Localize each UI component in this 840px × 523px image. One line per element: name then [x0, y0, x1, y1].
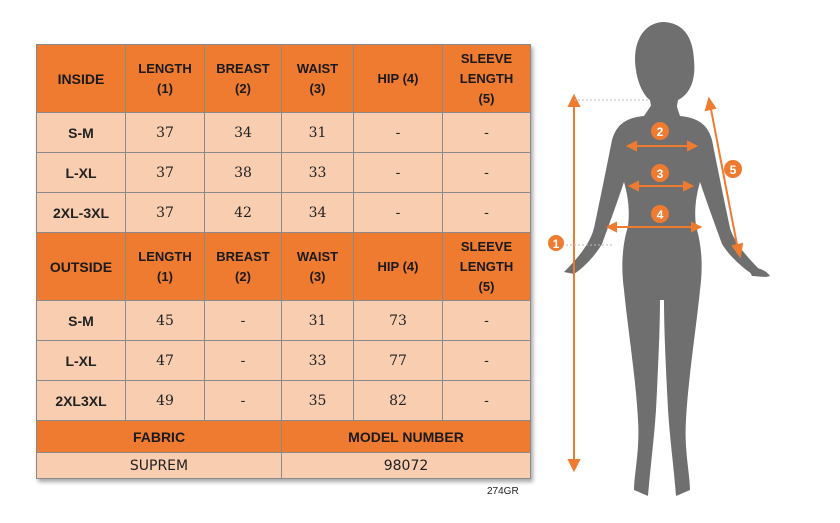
- measurement-cell: 33: [282, 341, 354, 381]
- measurement-cell: -: [443, 113, 531, 153]
- measurement-cell: 37: [126, 193, 205, 233]
- header-text: SLEEVE: [460, 50, 513, 66]
- measurement-cell: 38: [205, 153, 282, 193]
- header-text: LENGTH: [459, 70, 514, 86]
- table-row: [37, 153, 531, 193]
- header-text: (3): [309, 80, 326, 96]
- measurement-cell: -: [443, 301, 531, 341]
- measurement-cell: -: [354, 113, 443, 153]
- header-text: LENGTH: [138, 60, 192, 76]
- marker-3: [651, 164, 669, 182]
- measurement-cell: 73: [354, 301, 443, 341]
- header-text: WAIST: [296, 248, 339, 264]
- fabric-label: FABRIC: [37, 421, 282, 453]
- measurement-cell: -: [205, 341, 282, 381]
- measurement-cell: 42: [205, 193, 282, 233]
- measurement-cell: -: [205, 301, 282, 341]
- marker-5: [724, 160, 742, 178]
- table-row: [37, 301, 531, 341]
- header-text: HIP (4): [377, 70, 419, 86]
- header-text: (2): [235, 268, 251, 284]
- svg-text:5: 5: [729, 163, 737, 177]
- header-cell: [37, 45, 126, 113]
- model-number-label: MODEL NUMBER: [282, 421, 531, 453]
- measurement-cell: 47: [126, 341, 205, 381]
- header-cell: [443, 45, 531, 113]
- measurement-cell: 49: [126, 381, 205, 421]
- size-label: S-M: [37, 301, 126, 341]
- svg-text:1: 1: [552, 237, 560, 251]
- table-row: [37, 193, 531, 233]
- header-text: BREAST: [216, 60, 270, 76]
- measurement-cell: -: [354, 153, 443, 193]
- header-text: LENGTH: [459, 258, 514, 274]
- measurement-cell: 35: [282, 381, 354, 421]
- size-label: L-XL: [37, 341, 126, 381]
- header-cell: [126, 45, 205, 113]
- header-text: INSIDE: [57, 70, 105, 87]
- measurement-cell: 45: [126, 301, 205, 341]
- measurement-cell: 31: [282, 113, 354, 153]
- measurement-cell: -: [443, 341, 531, 381]
- table-row: [37, 341, 531, 381]
- header-text: (5): [478, 90, 495, 106]
- measurement-cell: -: [443, 193, 531, 233]
- measurement-cell: 31: [282, 301, 354, 341]
- svg-text:4: 4: [656, 208, 664, 222]
- outside-header-row: [37, 233, 531, 301]
- header-cell: [282, 233, 354, 301]
- product-code: 274GR: [487, 486, 519, 497]
- size-chart-table: [36, 44, 531, 479]
- header-cell: [282, 45, 354, 113]
- header-cell: [354, 233, 443, 301]
- header-text: OUTSIDE: [49, 258, 113, 275]
- header-text: HIP (4): [377, 258, 419, 274]
- header-text: BREAST: [216, 248, 270, 264]
- header-cell: [354, 45, 443, 113]
- svg-text:2: 2: [656, 125, 664, 139]
- measurement-cell: 82: [354, 381, 443, 421]
- marker-2: [651, 122, 669, 140]
- inside-header-row: [37, 45, 531, 113]
- body-silhouette-diagram: [536, 0, 840, 523]
- header-cell: [205, 233, 282, 301]
- header-cell: [205, 45, 282, 113]
- measurement-cell: 77: [354, 341, 443, 381]
- silhouette-icon: [564, 22, 770, 496]
- size-label: L-XL: [37, 153, 126, 193]
- header-text: (1): [157, 80, 173, 96]
- header-cell: [126, 233, 205, 301]
- model-number-value: 98072: [282, 453, 531, 479]
- measurement-cell: 34: [205, 113, 282, 153]
- header-text: (5): [478, 278, 495, 294]
- size-label: S-M: [37, 113, 126, 153]
- header-text: (3): [309, 268, 326, 284]
- measurement-cell: -: [443, 153, 531, 193]
- marker-1: [548, 235, 564, 251]
- svg-text:3: 3: [656, 167, 664, 181]
- size-label: 2XL-3XL: [37, 193, 126, 233]
- header-text: (1): [157, 268, 173, 284]
- header-cell: [37, 233, 126, 301]
- header-text: (2): [235, 80, 251, 96]
- marker-4: [651, 205, 669, 223]
- measurement-cell: 33: [282, 153, 354, 193]
- measurement-cell: 34: [282, 193, 354, 233]
- header-text: SLEEVE: [460, 238, 513, 254]
- header-text: LENGTH: [138, 248, 192, 264]
- measurement-cell: 37: [126, 113, 205, 153]
- table-row: [37, 381, 531, 421]
- measurement-cell: -: [443, 381, 531, 421]
- measurement-cell: -: [205, 381, 282, 421]
- measurement-cell: -: [354, 193, 443, 233]
- measurement-cell: 37: [126, 153, 205, 193]
- header-cell: [443, 233, 531, 301]
- size-label: 2XL3XL: [37, 381, 126, 421]
- table-row: [37, 113, 531, 153]
- header-text: WAIST: [296, 60, 339, 76]
- fabric-value: SUPREM: [37, 453, 282, 479]
